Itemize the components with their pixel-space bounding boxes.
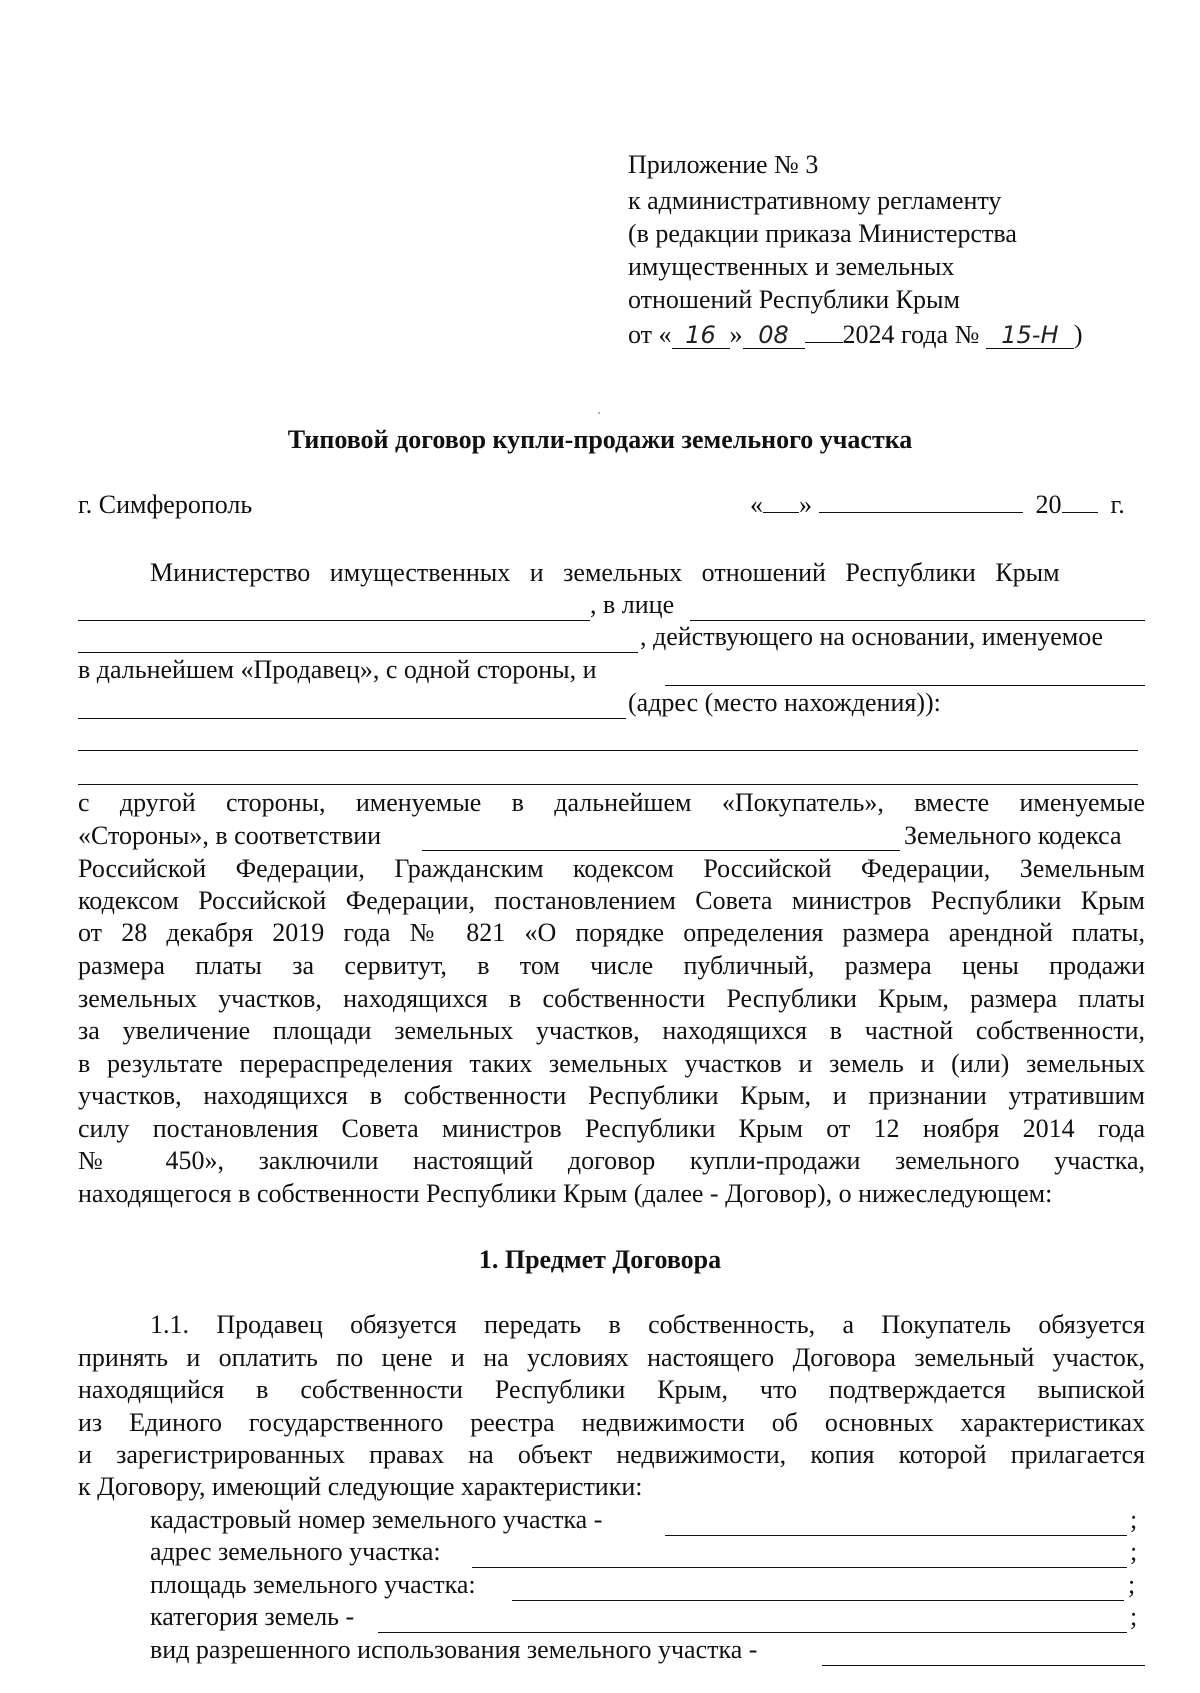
preamble-line: за увеличение площади земельных участков, находящихся в частной собственности,	[78, 1016, 1145, 1045]
appendix-line: отношений Республики Крым	[628, 285, 960, 314]
appendix-line: имущественных и земельных	[628, 252, 955, 281]
section-paragraph-line: из Единого государственного реестра недвижимости об основных характеристиках	[78, 1408, 1145, 1437]
appendix-line: (в редакции приказа Министерства	[628, 219, 1017, 248]
year-suffix: г.	[1110, 490, 1125, 519]
handwritten-day: 16	[672, 322, 730, 349]
section-heading: 1. Предмет Договора	[478, 1245, 722, 1274]
handwritten-month: 08	[743, 322, 805, 349]
preamble-line: Земельного кодекса	[904, 821, 1122, 850]
year-prefix: 20	[1035, 490, 1062, 519]
preamble-line: в дальнейшем «Продавец», с одной стороны, и	[78, 655, 597, 684]
preamble-line: силу постановления Совета министров Республики Крым от 12 ноября 2014 года	[78, 1114, 1145, 1143]
blank-line	[78, 652, 638, 653]
blank-line	[665, 1535, 1127, 1536]
field-label-area: площадь земельного участка:	[150, 1570, 476, 1599]
date-close-quote: »	[799, 490, 812, 519]
field-label-address: адрес земельного участка:	[150, 1537, 441, 1566]
field-end: ;	[1130, 1537, 1138, 1566]
blank-line	[78, 784, 1138, 785]
blank-line	[512, 1600, 1124, 1601]
appendix-number: Приложение № 3	[628, 150, 819, 179]
preamble-line: участков, находящихся в собственности Республики Крым, и признании утратившим	[78, 1081, 1145, 1110]
preamble-line: в результате перераспределения таких земельных участков и земель и (или) земельных	[78, 1049, 1145, 1078]
blank-line	[472, 1567, 1127, 1568]
field-end: ;	[1128, 1570, 1136, 1599]
preamble-line: (адрес (место нахождения)):	[628, 688, 941, 717]
city: г. Симферополь	[78, 490, 253, 519]
order-year-text: 2024 года №	[842, 320, 980, 349]
preamble-line: Российской Федерации, Гражданским кодексом Российской Федерации, Земельным	[78, 854, 1145, 883]
scan-speck	[598, 412, 600, 414]
year-blank	[1062, 512, 1098, 513]
preamble-line: Министерство имущественных и земельных отношений Республики Крым	[150, 558, 1060, 587]
preamble-line: земельных участков, находящихся в собственности Республики Крым, размера платы	[78, 984, 1145, 1013]
contract-date	[750, 490, 1125, 520]
field-label-permitted-use: вид разрешенного использования земельного участка -	[150, 1635, 758, 1664]
blank-line	[78, 718, 626, 719]
section-paragraph-line: принять и оплатить по цене и на условиях настоящего Договора земельный участок,	[78, 1343, 1145, 1372]
blank-line	[822, 1665, 1145, 1666]
blank-line	[422, 850, 900, 851]
preamble-line: с другой стороны, именуемые в дальнейшем «Покупатель», вместе именуемые	[78, 788, 1145, 817]
section-paragraph-line: находящийся в собственности Республики Крым, что подтверждается выпиской	[78, 1375, 1145, 1404]
blank-line	[378, 1632, 1127, 1633]
field-end: ;	[1130, 1602, 1138, 1631]
day-blank	[763, 512, 799, 513]
appendix-line: к административному регламенту	[628, 186, 1002, 215]
section-paragraph-line: и зарегистрированных правах на объект недвижимости, копия которой прилагается	[78, 1440, 1145, 1469]
blank-line	[690, 620, 1145, 621]
close-paren: )	[1073, 320, 1083, 349]
preamble-line: размера платы за сервитут, в том числе публичный, размера цены продажи	[78, 951, 1145, 980]
field-end: ;	[1130, 1505, 1138, 1534]
preamble-line: № 450», заключили настоящий договор купли-продажи земельного участка,	[78, 1146, 1145, 1175]
section-paragraph-line: 1.1. Продавец обязуется передать в собственность, а Покупатель обязуется	[150, 1310, 1145, 1339]
date-open-quote: «	[750, 490, 763, 519]
blank-line	[78, 750, 1138, 751]
field-label-land-category: категория земель -	[150, 1602, 355, 1631]
blank-line	[665, 685, 1145, 686]
preamble-line: , действующего на основании, именуемое	[640, 622, 1104, 651]
handwritten-order-number: 15-Н	[986, 322, 1074, 349]
preamble-line: находящегося в собственности Республики Крым (далее - Договор), о нижеследующем:	[78, 1179, 1053, 1208]
blank-line	[78, 620, 590, 621]
blank-line	[805, 342, 843, 343]
section-paragraph-line: к Договору, имеющий следующие характеристики:	[78, 1472, 643, 1501]
date-mid: »	[729, 320, 743, 349]
preamble-line: «Стороны», в соответствии	[78, 821, 382, 850]
date-prefix: от «	[628, 320, 672, 349]
appendix-order-date	[628, 320, 1083, 350]
preamble-line: кодексом Российской Федерации, постановлением Совета министров Республики Крым	[78, 886, 1145, 915]
preamble-line: от 28 декабря 2019 года № 821 «О порядке определения размера арендной платы,	[78, 918, 1145, 947]
month-blank	[819, 512, 1023, 513]
preamble-line: , в лице	[590, 590, 675, 619]
document-title: Типовой договор купли-продажи земельного участка	[287, 425, 913, 454]
field-label-cadastral-number: кадастровый номер земельного участка -	[150, 1505, 603, 1534]
